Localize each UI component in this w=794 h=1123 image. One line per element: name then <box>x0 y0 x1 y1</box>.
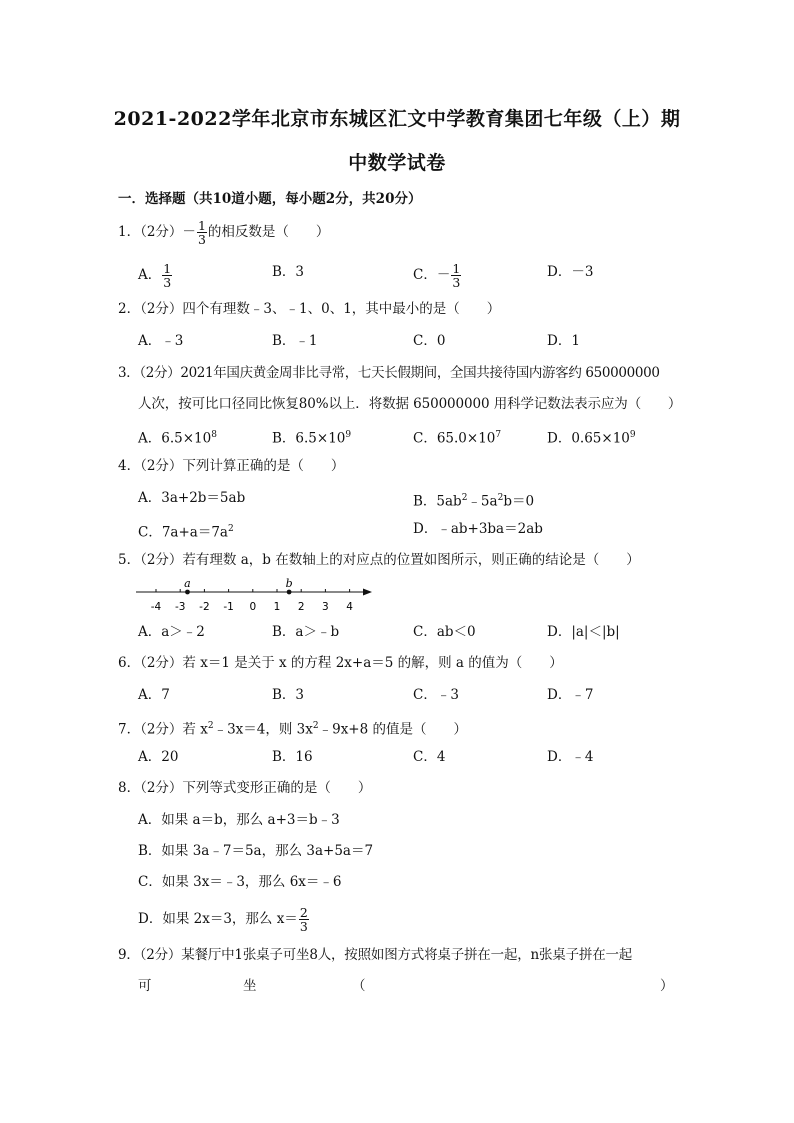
number-line-tick-label: 1 <box>273 601 281 613</box>
question-5-option-c[interactable]: C．ab＜0 <box>413 624 476 640</box>
number-line-diagram <box>134 575 379 615</box>
exam-title-line2: 中数学试卷 <box>348 152 446 174</box>
point-b-label: b <box>285 577 293 590</box>
question-8-option-a[interactable]: A．如果 a＝b，那么 a+3＝b﹣3 <box>138 812 340 828</box>
point-a-label: a <box>184 577 191 590</box>
question-7-option-a[interactable]: A．20 <box>138 749 179 765</box>
question-1-option-b[interactable]: B．3 <box>272 264 305 280</box>
question-6-option-d[interactable]: D．﹣7 <box>547 687 594 703</box>
number-line-tick-label: -3 <box>174 601 186 613</box>
question-1-option-c[interactable]: C．－ $\frac{1}{3}$ <box>413 261 461 290</box>
number-line-tick-label: 0 <box>249 601 257 613</box>
number-line-tick-label: -4 <box>150 601 162 613</box>
number-line-tick-label: -2 <box>199 601 210 613</box>
question-7-option-c[interactable]: C．4 <box>413 749 446 765</box>
fraction: $\frac{1}{3}$ <box>197 218 206 247</box>
question-3-stem-line1: 3．（2分）2021年国庆黄金周非比寻常，七天长假期间，全国共接待国内游客约 650000000 <box>118 365 660 381</box>
question-7-option-d[interactable]: D．﹣4 <box>547 749 594 765</box>
section-heading: 一．选择题（共10道小题，每小题2分，共20分） <box>118 191 422 207</box>
question-8-option-c[interactable]: C．如果 3x＝﹣3，那么 6x＝﹣6 <box>138 874 342 890</box>
question-9-word-zuo: 坐 <box>243 978 257 994</box>
question-5-option-d[interactable]: D．|a|＜|b| <box>547 624 620 640</box>
question-9-paren-close: ） <box>660 978 674 994</box>
question-3-stem-line2: 人次，按可比口径同比恢复80%以上．将数据 650000000 用科学记数法表示应为（ ） <box>138 396 682 412</box>
question-8-option-d[interactable]: D．如果 2x＝3，那么 x＝ $\frac{2}{3}$ <box>138 905 308 934</box>
point-a-marker <box>185 590 190 595</box>
question-7-stem: 7．（2分）若 $x^2﹣3x=4$，则 $3x^2﹣9x+8$ 的值是（ ） <box>118 721 468 738</box>
question-5-option-b[interactable]: B．a＞﹣b <box>272 624 340 640</box>
number-line-tick-label: -1 <box>223 601 234 613</box>
question-3-option-b[interactable]: B．$6.5\times 10^9$ <box>272 430 352 447</box>
question-8-option-b[interactable]: B．如果 3a﹣7＝5a，那么 3a+5a＝7 <box>138 843 374 859</box>
number-line-tick-label: 4 <box>346 601 353 613</box>
question-8-stem: 8．（2分）下列等式变形正确的是（ ） <box>118 780 372 796</box>
number-line-tick-label: 3 <box>322 601 329 613</box>
question-9-stem-line1: 9．（2分）某餐厅中1张桌子可坐8人，按照如图方式将桌子拼在一起，n张桌子拼在一起 <box>118 947 633 963</box>
question-4-stem: 4．（2分）下列计算正确的是（ ） <box>118 458 345 474</box>
exam-title-line1: 2021-2022学年北京市东城区汇文中学教育集团七年级（上）期 <box>113 108 681 130</box>
point-b-marker <box>287 590 292 595</box>
question-4-option-c[interactable]: C．$7a+a=7a^2$ <box>138 524 234 541</box>
question-2-option-b[interactable]: B．﹣1 <box>272 333 318 349</box>
question-2-option-c[interactable]: C．0 <box>413 333 446 349</box>
question-3-option-c[interactable]: C．$65.0\times 10^7$ <box>413 430 502 447</box>
question-6-option-b[interactable]: B．3 <box>272 687 305 703</box>
number-line-tick-label: 2 <box>297 601 305 613</box>
number-line-arrow <box>363 589 372 596</box>
question-4-option-d[interactable]: D．﹣ab+3ba＝2ab <box>413 521 543 537</box>
question-4-option-b[interactable]: B．$5ab^2﹣5a^2b=0$ <box>413 493 535 510</box>
question-5-option-a[interactable]: A．a＞﹣2 <box>138 624 205 640</box>
question-9-word-ke: 可 <box>138 978 152 994</box>
question-2-option-d[interactable]: D．1 <box>547 333 580 349</box>
question-1-option-d[interactable]: D．－3 <box>547 264 594 280</box>
question-3-option-d[interactable]: D．$0.65\times 10^9$ <box>547 430 636 447</box>
question-2-option-a[interactable]: A．﹣3 <box>138 333 184 349</box>
question-2-stem: 2．（2分）四个有理数﹣3、﹣1、0、1，其中最小的是（ ） <box>118 301 501 317</box>
question-1-stem: 1．（2分）－ $\frac{1}{3}$ 的相反数是（ ） <box>118 218 330 247</box>
question-4-option-a[interactable]: A．3a+2b＝5ab <box>138 490 246 506</box>
question-6-option-a[interactable]: A．7 <box>138 687 170 703</box>
question-7-option-b[interactable]: B．16 <box>272 749 313 765</box>
question-3-option-a[interactable]: A．$6.5\times 10^8$ <box>138 430 217 447</box>
question-5-stem: 5．（2分）若有理数 a，b 在数轴上的对应点的位置如图所示，则正确的结论是（ ） <box>118 552 640 568</box>
question-9-paren-open: （ <box>352 978 366 994</box>
question-6-option-c[interactable]: C．﹣3 <box>413 687 459 703</box>
question-6-stem: 6．（2分）若 x＝1 是关于 x 的方程 2x+a＝5 的解，则 a 的值为（ ） <box>118 655 563 671</box>
question-1-option-a[interactable]: A． $\frac{1}{3}$ <box>138 261 172 290</box>
